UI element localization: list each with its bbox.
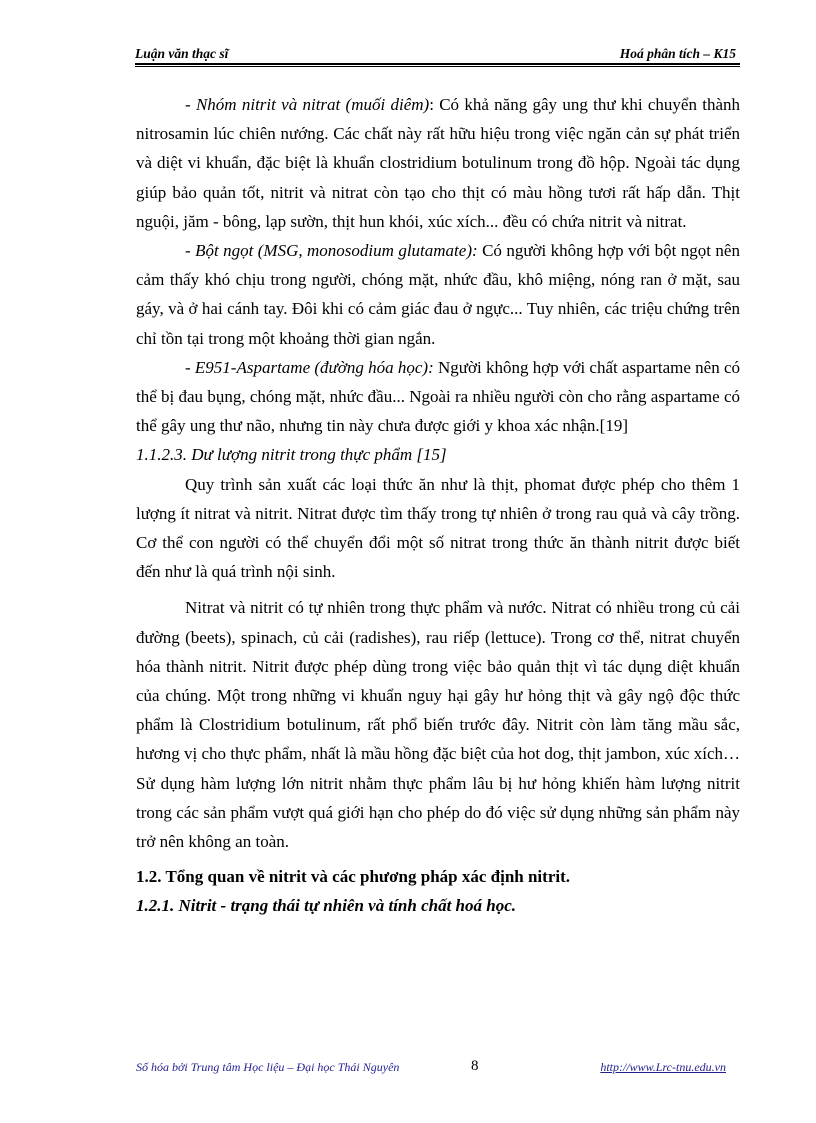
header-rule-thin	[135, 66, 740, 67]
paragraph-text: Người không hợp với chất aspartame nên có thể bị đau bụng, chóng mặt, nhức đầu... Ngoài ra nhiều người còn cho rằng aspartame có thể gây ung thư não, nhưng tin này chưa được giới y khoa xác nhận.[19]	[136, 357, 741, 436]
header-thesis-title: Luận văn thạc sĩ	[135, 46, 229, 61]
header-course-title: Hoá phân tích – K15	[619, 46, 736, 61]
subsection-heading-nitrite: 1.2.1. Nitrit - trạng thái tự nhiên và tính chất hoá học.	[136, 896, 517, 916]
paragraph-natural-nitrate: Nitrat và nitrit có tự nhiên trong thực phẩm và nước. Nitrat có nhiều trong củ cải đường (beets), spinach, củ cải (radishes), rau riếp (lettuce). Trong cơ thể, nitrat chuyển hóa thành nitrit. Nitrit được phép dùng trong việc bảo quản thịt vì tác dụng diệt khuẩn của chúng. Một trong những vi khuẩn nguy hại gây hư hỏng thịt và gây ngộ độc thức phẩm là Clostridium botulinum, rất phổ biến trước đây. Nitrit còn làm tăng mầu sắc, hương vị cho thực phẩm, nhất là mầu hồng đặc biệt của hot dog, thịt jambon, xúc xích… Sử dụng hàm lượng lớn nitrit nhằm thực phẩm lâu bị hư hỏng khiến hàm lượng nitrit trong các sản phẩm vượt quá giới hạn cho phép do đó việc sử dụng những sản phẩm này trở nên không an toàn.	[136, 598, 740, 852]
paragraph-aspartame	[136, 353, 740, 441]
paragraph-nitrite-nitrate	[136, 90, 740, 236]
paragraph-label: - Nhóm nitrit và nitrat (muối diêm)	[185, 95, 430, 114]
subsection-heading: 1.1.2.3. Dư lượng nitrit trong thực phẩm [15]	[136, 445, 447, 465]
footer-digitized-by: Số hóa bởi Trung tâm Học liệu – Đại học Thái Nguyên	[136, 1060, 400, 1074]
paragraph-text: Có người không hợp với bột ngọt nên cảm thấy khó chịu trong người, chóng mặt, nhức đầu, khô miệng, nóng ran ở mặt, sau gáy, và ở hai cánh tay. Đôi khi có cảm giác đau ở ngực... Tuy nhiên, các triệu chứng trên chỉ tồn tại trong một khoảng thời gian ngắn.	[136, 241, 740, 348]
page-footer	[136, 1058, 740, 1078]
paragraph-label: - Bột ngọt (MSG, monosodium glutamate):	[185, 241, 478, 261]
section-heading: 1.2. Tổng quan về nitrit và các phương pháp xác định nitrit.	[136, 867, 570, 887]
paragraph-production: Quy trình sản xuất các loại thức ăn như là thịt, phomat được phép cho thêm 1 lượng ít nitrat và nitrit. Nitrat được tìm thấy trong tự nhiên ở trong rau quả và cây trồng. Cơ thể con người có thể chuyển đổi một số nitrat trong thức ăn thành nitrit được biết đến như là quá trình nội sinh.	[136, 474, 740, 582]
paragraph-msg	[136, 236, 740, 353]
page-header	[135, 42, 740, 66]
paragraph-text: : Có khả năng gây ung thư khi chuyển thành nitrosamin lúc chiên nướng. Các chất này rất hữu hiệu trong việc ngăn cản sự phát triển và diệt vi khuẩn, đặc biệt là khuẩn clostridium botulinum trong đồ hộp. Ngoài tác dụng giúp bảo quản tốt, nitrit và nitrat còn tạo cho thịt có màu hồng tươi rất hấp dẫn. Thịt nguội, jăm - bông, lạp sườn, thịt hun khói, xúc xích... đều có chứa nitrit và nitrat.	[136, 95, 740, 231]
header-rule-thick	[135, 63, 740, 65]
page-content	[136, 90, 740, 920]
page-number: 8	[471, 1058, 479, 1074]
paragraph-label: - E951-Aspartame (đường hóa học):	[185, 357, 434, 377]
footer-website-link[interactable]: http://www.Lrc-tnu.edu.vn	[600, 1060, 726, 1074]
